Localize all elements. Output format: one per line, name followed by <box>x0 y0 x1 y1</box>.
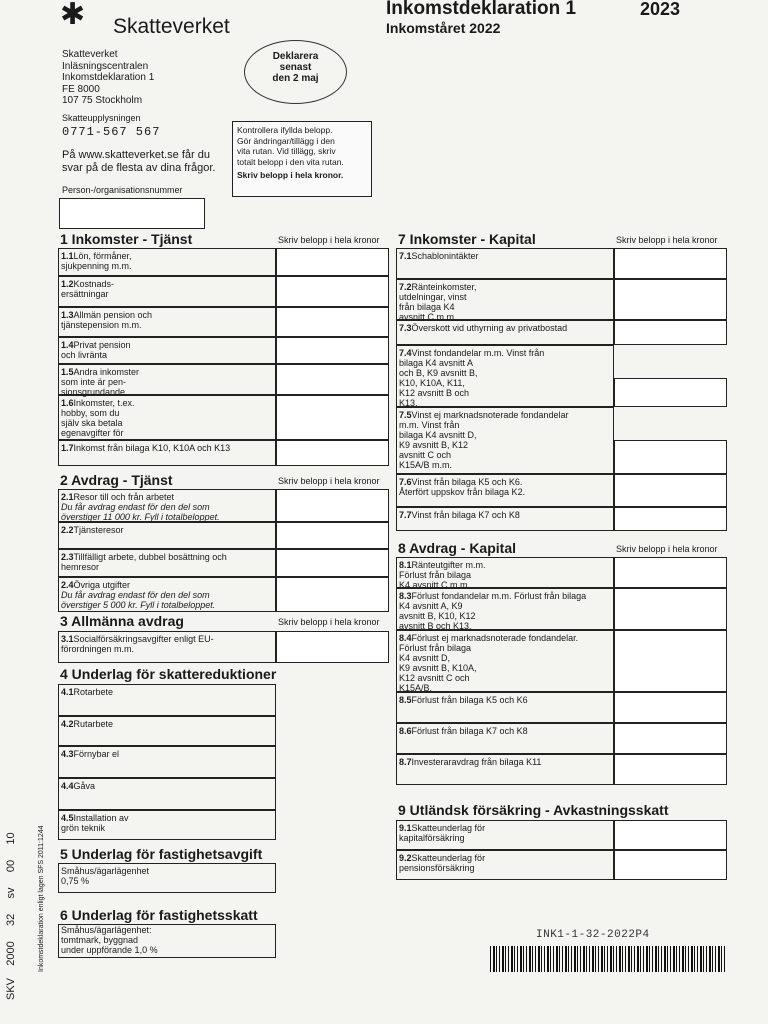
side-codes: SKV 2000 32 sv 00 10 <box>5 832 17 1000</box>
row-label <box>399 282 477 322</box>
row-label <box>399 591 586 631</box>
form-row <box>396 850 614 880</box>
hint-text: Skriv belopp i hela kronor <box>616 544 718 554</box>
section-title: 1 Inkomster - Tjänst <box>60 231 193 247</box>
form-row <box>58 746 276 778</box>
form-row <box>58 810 276 840</box>
form-code: INK1-1-32-2022P4 <box>536 929 650 941</box>
row-label <box>61 749 119 759</box>
row-text: Allmän pension och tjänstepension m.m. <box>61 310 153 330</box>
amount-field[interactable] <box>614 440 727 474</box>
row-text: Inkomst från bilaga K10, K10A och K13 <box>73 443 231 453</box>
row-text: Förlust ej marknadsnoterade fondandelar. Förlust från bilaga K4 avsnitt D, K9 avsnitt B, K10A, K12 avsnitt C och K15A/B. <box>399 633 579 693</box>
property-tax-field[interactable] <box>58 924 276 958</box>
agency-name: Skatteverket <box>113 15 230 38</box>
row-label <box>61 340 131 360</box>
row-text: Förlust från bilaga K7 och K8 <box>411 726 528 736</box>
form-row <box>396 723 614 754</box>
form-row <box>58 522 276 549</box>
income-year: Inkomståret 2022 <box>386 20 501 36</box>
row-label <box>399 348 544 408</box>
amount-field[interactable] <box>276 549 389 577</box>
property-fee-field[interactable] <box>58 863 276 893</box>
row-text: Förnybar el <box>73 749 120 759</box>
form-row <box>396 820 614 850</box>
row-number: 1.6 <box>61 398 74 408</box>
row-number: 8.4 <box>399 633 412 643</box>
row-number: 8.7 <box>399 757 412 767</box>
row-text: Tjänsteresor <box>73 525 124 535</box>
row-number: 4.4 <box>61 781 74 791</box>
row-label <box>61 310 152 330</box>
row-text: Resor till och från arbetet <box>73 492 175 502</box>
amount-field[interactable] <box>614 557 727 588</box>
row-number: 1.2 <box>61 279 74 289</box>
amount-field[interactable] <box>276 276 389 307</box>
check-instructions-box: Kontrollera ifyllda belopp. Gör ändringar/tillägg i den vita rutan. Vid tillägg, skriv totalt belopp i den vita rutan. Skriv belopp i hela kronor. <box>232 121 372 197</box>
hint-text: Skriv belopp i hela kronor <box>278 476 380 486</box>
form-row <box>396 692 614 723</box>
row-number: 1.7 <box>61 443 74 453</box>
row-text: Småhus/ägarlägenhet: tomtmark, byggnad under uppförande 1,0 % <box>61 925 158 955</box>
form-row <box>58 337 276 364</box>
form-row <box>58 364 276 395</box>
form-row <box>396 754 614 785</box>
row-text: Ränteinkomster, utdelningar, vinst från bilaga K4 avsnitt C m.m. <box>399 282 477 322</box>
row-note: Du får avdrag endast för den del som överstiger 5 000 kr. Fyll i totalbeloppet. <box>61 590 216 610</box>
form-row <box>396 588 614 630</box>
row-text: Lön, förmåner, sjukpenning m.m. <box>61 251 132 271</box>
row-text: Ränteutgifter m.m. Förlust från bilaga K4 avsnitt C m.m. <box>399 560 486 590</box>
row-note: Du får avdrag endast för den del som överstiger 11 000 kr. Fyll i totalbeloppet. <box>61 502 220 522</box>
row-label <box>61 367 139 397</box>
form-row <box>58 631 276 663</box>
amount-field[interactable] <box>614 588 727 630</box>
row-number: 1.3 <box>61 310 74 320</box>
amount-field[interactable] <box>614 692 727 723</box>
row-text: Skatteunderlag för pensionsförsäkring <box>399 853 486 873</box>
asterisk-logo: ✱ <box>60 0 86 31</box>
row-number: 7.3 <box>399 323 412 333</box>
row-label <box>399 251 479 261</box>
web-info: På www.skatteverket.se får du svar på de flesta av dina frågor. <box>62 149 216 174</box>
amount-field[interactable] <box>614 378 727 407</box>
row-number: 3.1 <box>61 634 74 644</box>
row-text: Investeraravdrag från bilaga K11 <box>411 757 542 767</box>
row-label <box>399 726 528 736</box>
row-number: 9.1 <box>399 823 412 833</box>
row-text: Vinst ej marknadsnoterade fondandelar m.m. Vinst från bilaga K4 avsnitt D, K9 avsnitt B, K12 avsnitt C och K15A/B m.m. <box>399 410 569 470</box>
form-row <box>58 549 276 577</box>
row-number: 4.1 <box>61 687 74 697</box>
row-text: Förlust från bilaga K5 och K6 <box>411 695 528 705</box>
row-label <box>61 443 230 453</box>
row-number: 4.5 <box>61 813 74 823</box>
amount-field[interactable] <box>614 850 727 880</box>
row-label <box>61 525 124 535</box>
form-row <box>58 716 276 746</box>
row-number: 8.1 <box>399 560 412 570</box>
form-row <box>396 557 614 588</box>
form-row <box>58 440 276 466</box>
agency-address: Skatteverket Inläsningscentralen Inkomstdeklaration 1 FE 8000 107 75 Stockholm <box>62 49 155 106</box>
form-row <box>58 307 276 337</box>
row-number: 2.4 <box>61 580 74 590</box>
amount-field[interactable] <box>276 577 389 612</box>
form-row <box>396 474 614 507</box>
form-row <box>396 248 614 279</box>
row-number: 1.4 <box>61 340 74 350</box>
row-number: 1.5 <box>61 367 74 377</box>
row-number: 7.5 <box>399 410 412 420</box>
row-text: Kostnads- ersättningar <box>61 279 115 299</box>
row-number: 8.5 <box>399 695 412 705</box>
row-text: Rutarbete <box>73 719 114 729</box>
amount-field[interactable] <box>614 630 727 692</box>
row-number: 4.3 <box>61 749 74 759</box>
row-number: 7.4 <box>399 348 412 358</box>
form-row <box>396 507 614 531</box>
section-title: 6 Underlag för fastighetsskatt <box>60 907 258 923</box>
deadline-stamp: Deklarera senast den 2 maj <box>244 40 347 104</box>
row-text: Installation av grön teknik <box>61 813 129 833</box>
form-row <box>58 276 276 307</box>
form-row <box>58 489 276 522</box>
row-number: 2.1 <box>61 492 74 502</box>
amount-field[interactable] <box>276 248 389 276</box>
row-label <box>399 560 486 590</box>
row-number: 7.2 <box>399 282 412 292</box>
amount-field[interactable] <box>276 522 389 549</box>
row-text: Andra inkomster som inte är pen- sionsgrundande <box>61 367 140 397</box>
barcode <box>490 946 726 972</box>
amount-field[interactable] <box>614 754 727 785</box>
phone-number: 0771-567 567 <box>62 125 161 139</box>
row-number: 7.1 <box>399 251 412 261</box>
row-label <box>399 510 520 520</box>
amount-field[interactable] <box>614 820 727 850</box>
row-text: Förlust fondandelar m.m. Förlust från bilaga K4 avsnitt A, K9 avsnitt B, K10, K12 avsnitt B och K13. <box>399 591 587 631</box>
form-row <box>396 320 614 345</box>
section-title: 4 Underlag för skattereduktioner <box>60 666 277 682</box>
row-text: Socialförsäkringsavgifter enligt EU- förordningen m.m. <box>61 634 214 654</box>
row-number: 4.2 <box>61 719 74 729</box>
row-text: Rotarbete <box>73 687 114 697</box>
side-law-text: Inkomstdeklaration enligt lagen SFS 2011:1244 <box>38 825 45 972</box>
row-label <box>61 398 135 438</box>
amount-field[interactable] <box>614 279 727 320</box>
hint-text: Skriv belopp i hela kronor <box>278 617 380 627</box>
form-title: Inkomstdeklaration 1 <box>386 0 577 19</box>
row-number: 7.7 <box>399 510 412 520</box>
amount-field[interactable] <box>276 489 389 522</box>
form-row <box>396 407 614 474</box>
row-text: Inkomster, t.ex. hobby, som du själv ska betala egenavgifter för <box>61 398 135 438</box>
person-number-field[interactable] <box>59 198 205 229</box>
row-label <box>61 719 113 729</box>
amount-field[interactable] <box>276 395 389 440</box>
row-text: Gåva <box>73 781 96 791</box>
section-title: 5 Underlag för fastighetsavgift <box>60 846 263 862</box>
row-text: Övriga utgifter <box>73 580 131 590</box>
row-text: Vinst från bilaga K5 och K6. Återfört uppskov från bilaga K2. <box>399 477 526 497</box>
section-title: 2 Avdrag - Tjänst <box>60 472 173 488</box>
amount-field[interactable] <box>614 248 727 279</box>
amount-field[interactable] <box>614 507 727 531</box>
row-text: Överskott vid uthyrning av privatbostad <box>411 323 568 333</box>
row-number: 2.2 <box>61 525 74 535</box>
section-title: 3 Allmänna avdrag <box>60 613 184 629</box>
row-label <box>61 813 129 833</box>
row-label <box>399 633 578 693</box>
row-number: 1.1 <box>61 251 74 261</box>
row-label <box>399 410 568 470</box>
form-row <box>58 684 276 716</box>
form-row <box>58 395 276 440</box>
amount-field[interactable] <box>614 723 727 754</box>
amount-field[interactable] <box>276 631 389 663</box>
form-row <box>396 345 614 407</box>
row-label <box>399 823 485 843</box>
section-title: 9 Utländsk försäkring - Avkastningsskatt <box>398 802 669 818</box>
row-text: Vinst från bilaga K7 och K8 <box>411 510 520 520</box>
row-number: 7.6 <box>399 477 412 487</box>
form-row <box>58 577 276 612</box>
row-number: 9.2 <box>399 853 412 863</box>
hint-text: Skriv belopp i hela kronor <box>278 235 380 245</box>
row-text: Skatteunderlag för kapitalförsäkring <box>399 823 486 843</box>
hint-text: Skriv belopp i hela kronor <box>616 235 718 245</box>
form-year: 2023 <box>640 0 681 19</box>
row-label <box>399 757 541 767</box>
row-text: Tillfälligt arbete, dubbel bosättning och hemresor <box>61 552 227 572</box>
amount-field[interactable] <box>276 440 389 466</box>
row-text: Småhus/ägarlägenhet 0,75 % <box>61 866 150 886</box>
amount-field[interactable] <box>614 320 727 345</box>
form-row <box>58 248 276 276</box>
row-label <box>399 853 485 873</box>
row-text: Privat pension och livränta <box>61 340 131 360</box>
row-label <box>399 323 567 333</box>
row-label <box>61 634 214 654</box>
row-number: 8.6 <box>399 726 412 736</box>
row-text: Vinst fondandelar m.m. Vinst från bilaga K4 avsnitt A och B, K9 avsnitt B, K10, K10A, K11, K12 avsnitt B och K13. <box>399 348 545 408</box>
amount-field[interactable] <box>276 307 389 337</box>
section-title: 7 Inkomster - Kapital <box>398 231 536 247</box>
row-number: 8.3 <box>399 591 412 601</box>
amount-field[interactable] <box>276 364 389 395</box>
row-label <box>61 251 132 271</box>
row-label <box>399 477 525 497</box>
row-label <box>61 781 95 791</box>
row-label <box>399 695 528 705</box>
section-title: 8 Avdrag - Kapital <box>398 540 516 556</box>
row-text: Schablonintäkter <box>411 251 479 261</box>
row-label <box>61 552 227 572</box>
amount-field[interactable] <box>276 337 389 364</box>
row-label <box>61 580 215 610</box>
form-row <box>396 279 614 320</box>
amount-field[interactable] <box>614 474 727 507</box>
row-label <box>61 492 220 522</box>
row-label <box>61 279 114 299</box>
person-number-label: Person-/organisationsnummer <box>62 185 183 195</box>
form-row <box>396 630 614 692</box>
form-row <box>58 778 276 810</box>
phone-label: Skatteupplysningen <box>62 113 141 123</box>
row-label <box>61 687 113 697</box>
row-number: 2.3 <box>61 552 74 562</box>
